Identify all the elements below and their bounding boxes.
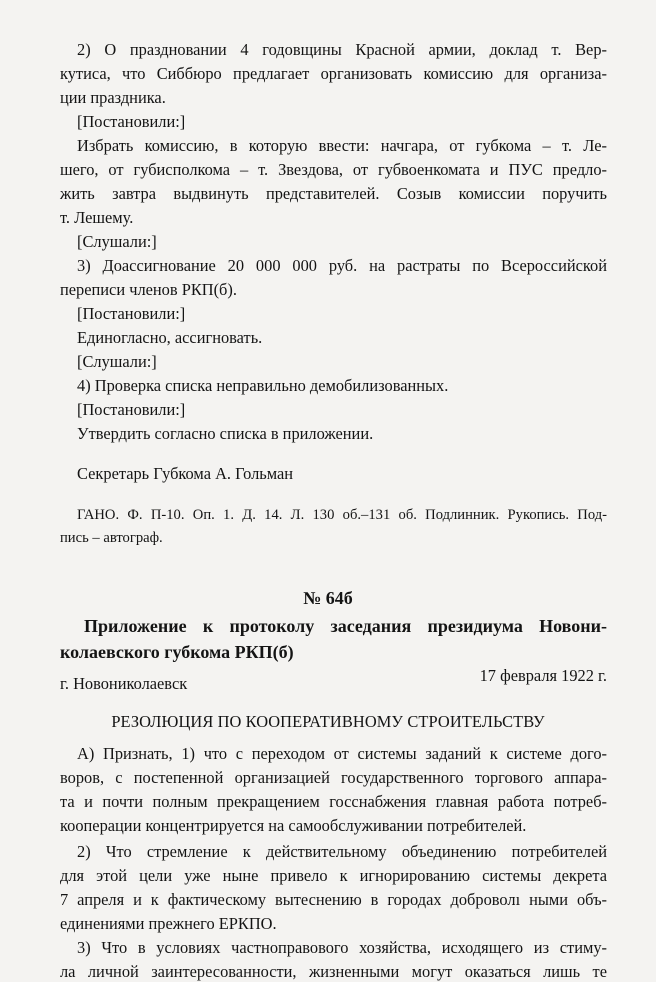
section-label: [Слушали:]	[77, 352, 157, 371]
document-number: № 64б	[303, 588, 353, 608]
text-line: 2) О праздновании 4 годовщины Красной армии, доклад т. Вер-	[77, 40, 607, 59]
text-line: 3) Что в условиях частноправового хозяйства, исходящего из стиму-	[77, 938, 607, 957]
text-line: Избрать комиссию, в которую ввести: начгара, от губкома – т. Ле-	[77, 136, 607, 155]
text-line: ции праздника.	[60, 88, 166, 107]
archive-note: пись – автограф.	[60, 530, 163, 546]
resolution-heading: РЕЗОЛЮЦИЯ ПО КООПЕРАТИВНОМУ СТРОИТЕЛЬСТВУ	[111, 712, 545, 731]
text-line: 4) Проверка списка неправильно демобилизованных.	[77, 376, 449, 395]
section-label: [Постановили:]	[77, 304, 186, 323]
date: 17 февраля 1922 г.	[479, 666, 607, 685]
text-line: Утвердить согласно списка в приложении.	[77, 424, 374, 443]
archive-note: ГАНО. Ф. П-10. Оп. 1. Д. 14. Л. 130 об.–131 об. Подлинник. Рукопись. Под-	[77, 507, 607, 523]
text-line: Единогласно, ассигновать.	[77, 328, 263, 347]
place: г. Новониколаевск	[60, 674, 188, 693]
document-title: колаевского губкома РКП(б)	[60, 642, 294, 662]
signature: Секретарь Губкома А. Гольман	[77, 464, 294, 483]
document-title: Приложение к протоколу заседания президиума Новони-	[84, 616, 607, 636]
text-line: переписи членов РКП(б).	[60, 280, 237, 299]
text-line: та и почти полным прекращением госснабжения главная работа потреб-	[60, 792, 607, 811]
text-line: 2) Что стремление к действительному объединению потребителей	[77, 842, 607, 861]
text-line: воров, с постепенной организацией государственного торгового аппара-	[60, 768, 607, 787]
text-line: ла личной заинтересованности, жизненными могут оказаться лишь те	[60, 962, 607, 981]
section-label: [Постановили:]	[77, 112, 186, 131]
text-line: А) Признать, 1) что с переходом от системы заданий к системе дого-	[77, 744, 607, 763]
text-line: кооперации концентрируется на самообслуживании потребителей.	[60, 816, 527, 835]
section-label: [Слушали:]	[77, 232, 157, 251]
text-line: 7 апреля и к фактическому вытеснению в городах доброволı ными объ-	[60, 890, 607, 909]
text-line: жить завтра выдвинуть представителей. Созыв комиссии поручить	[60, 184, 607, 203]
section-label: [Постановили:]	[77, 400, 186, 419]
text-line: кутиса, что Сиббюро предлагает организовать комиссию для организа-	[60, 64, 607, 83]
text-line: единениями прежнего ЕРКПО.	[60, 914, 277, 933]
text-line: т. Лешему.	[60, 208, 134, 227]
text-line: для этой цели уже ныне привело к игнорированию системы декрета	[60, 866, 607, 885]
text-line: 3) Доассигнование 20 000 000 руб. на растраты по Всероссийской	[77, 256, 607, 275]
text-line: шего, от губисполкома – т. Звездова, от губвоенкомата и ПУС предло-	[60, 160, 607, 179]
